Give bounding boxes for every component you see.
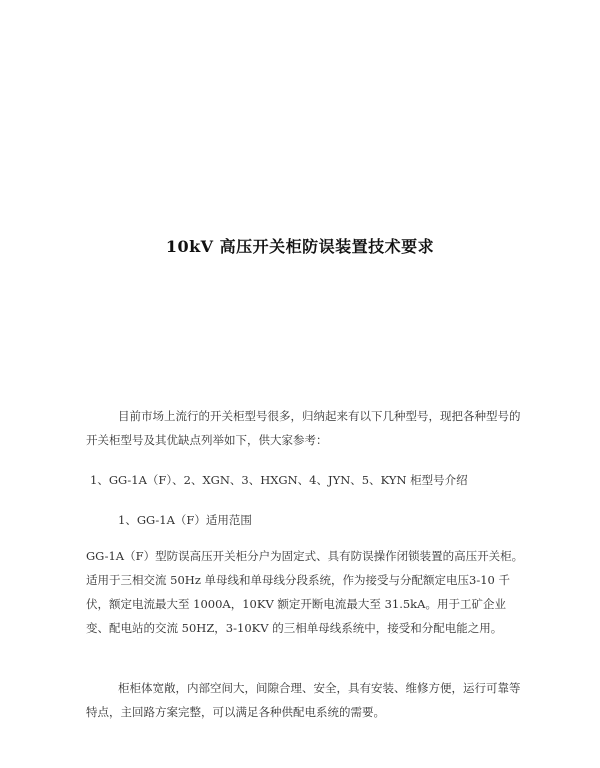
applicability-paragraph: GG-1A（F）型防误高压开关柜分户为固定式、具有防误操作闭锁装置的高压开关柜。适用于三相交流 50Hz 单母线和单母线分段系统，作为接受与分配额定电压3-10 千伏，额定电流最大至 1000A，10KV 额定开断电流最大至 31.5kA。用于工矿企业变、配电站的交流 50HZ，3-10KV 的三相单母线系统中，接受和分配电能之用。 [86,549,524,635]
intro-paragraph: 目前市场上流行的开关柜型号很多，归纳起来有以下几种型号，现把各种型号的开关柜型号及其优缺点列举如下，供大家参考： [86,409,521,447]
document-title: 10kV 高压开关柜防误装置技术要求 [165,237,435,256]
features-paragraph: 柜柜体宽敞，内部空间大，间隙合理、安全，具有安装、维修方便，运行可靠等特点，主回路方案完整，可以满足各种供配电系统的需要。 [86,681,521,719]
cabinet-types-heading: 1、GG-1A（F）、2、XGN、3、HXGN、4、JYN、5、KYN 柜型号介绍 [90,473,468,487]
applicability-heading: 1、GG-1A（F）适用范围 [118,513,252,527]
